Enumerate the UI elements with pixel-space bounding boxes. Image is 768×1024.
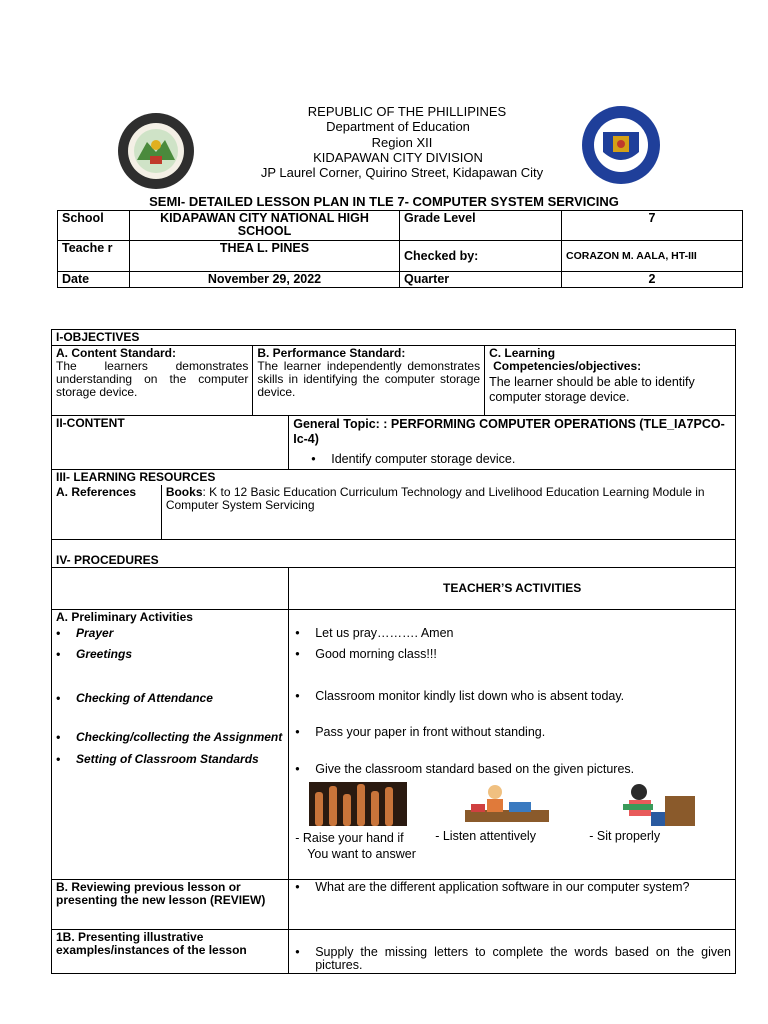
standards-activity-text: Give the classroom standard based on the given pictures. [315,761,635,776]
preliminary-label: A. Preliminary Activities [56,609,193,624]
competencies-label: Competencies/objectives: [493,359,642,373]
date-label: Date [58,272,130,288]
review-activity [295,881,731,894]
presenting-activity-cell [289,929,736,973]
grade-label: Grade Level [400,211,562,241]
procedures-blank-cell [52,567,289,609]
greetings-label: Greetings [76,646,133,661]
performance-standard-text: The learner independently demonstrates skills in identifying the computer storage device. [257,359,481,399]
attendance-activity [295,690,731,703]
standards-captions [295,830,731,862]
greetings-activity [295,648,731,661]
standards-item [56,751,284,767]
attendance-item [56,692,284,705]
learning-competencies-cell [485,346,736,416]
listening-student-picture [459,782,555,828]
raised-hands-picture [309,782,407,826]
date-value: November 29, 2022 [130,272,400,288]
presenting-label: 1B. Presenting illustrative examples/instances of the lesson [52,929,289,973]
assignment-activity [295,726,731,739]
caption-sit: - Sit properly [589,828,661,843]
assignment-activity-text: Pass your paper in front without standing. [315,724,546,739]
bullet-icon: • [311,452,316,466]
school-label: School [58,211,130,241]
bullet-icon: • [295,879,300,894]
review-activity-cell [289,879,736,929]
resources-heading: III- LEARNING RESOURCES [52,470,736,486]
prayer-item [56,627,284,640]
bullet-icon: • [295,688,300,703]
content-heading: II-CONTENT [52,416,289,470]
lesson-table [51,329,736,974]
header-republic: REPUBLIC OF THE PHILLIPINES [307,104,507,119]
bullet-icon: • [56,646,61,661]
performance-standard-label: B. Performance Standard: [257,346,406,360]
school-value: KIDAPAWAN CITY NATIONAL HIGH SCHOOL [130,211,400,241]
lesson-plan-title: SEMI- DETAILED LESSON PLAN IN TLE 7- COMPUTER SYSTEM SERVICING [149,194,619,209]
greetings-item [56,648,284,661]
content-standard-cell [52,346,253,416]
content-standard-text: The learners demonstrates understanding on the computer storage device. [56,359,249,399]
sitting-student-picture [605,782,701,828]
quarter-label: Quarter [400,272,562,288]
bullet-icon: • [56,729,61,744]
content-bullet-text: Identify computer storage device. [331,452,516,466]
teacher-activities-heading: TEACHER’S ACTIVITIES [289,567,736,609]
competencies-text: The learner should be able to identify computer storage device. [489,375,695,404]
objectives-heading: I-OBJECTIVES [52,330,736,346]
bullet-icon: • [295,761,300,776]
general-topic: General Topic: : PERFORMING COMPUTER OPERATIONS (TLE_IA7PCO-Ic-4) [293,417,725,446]
header-region: Region XII [371,135,433,150]
checked-value: CORAZON M. AALA, HT-III [562,241,743,272]
bullet-icon: • [295,724,300,739]
bullet-icon: • [56,625,61,640]
references-label: A. References [52,485,162,539]
bullet-icon: • [56,690,61,705]
attendance-activity-text: Classroom monitor kindly list down who is absent today. [315,688,625,703]
header-address: JP Laurel Corner, Quirino Street, Kidapawan City [260,165,544,180]
info-table [57,210,743,288]
caption-raise-hand: - Raise your hand if [295,830,404,845]
checked-label: Checked by: [400,241,562,272]
quarter-value: 2 [562,272,743,288]
caption-answer: You want to answer [307,846,416,861]
teacher-value: THEA L. PINES [130,241,400,272]
preliminary-activities-cell [289,609,736,879]
prayer-activity [295,627,731,640]
review-label: B. Reviewing previous lesson or presenting the new lesson (REVIEW) [52,879,289,929]
preliminary-labels-cell [52,609,289,879]
content-bullet [293,453,731,466]
caption-listen: - Listen attentively [435,828,536,843]
greetings-activity-text: Good morning class!!! [315,646,437,661]
references-cell [161,485,735,539]
books-text: : K to 12 Basic Education Curriculum Technology and Livelihood Education Learning Module in Computer System Servicing [165,485,705,512]
standards-label: Setting of Classroom Standards [76,751,259,766]
review-activity-text: What are the different application software in our computer system? [315,879,690,894]
header-division: KIDAPAWAN CITY DIVISION [313,150,483,165]
header-department: Department of Education [326,119,470,134]
presenting-activity-text: Supply the missing letters to complete the words based on the given pictures. [315,944,731,972]
prayer-label: Prayer [76,625,114,640]
assignment-item [56,729,284,745]
content-standard-label: A. Content Standard: [56,346,176,360]
performance-standard-cell [253,346,485,416]
content-topic-cell [289,416,736,470]
procedures-heading: IV- PROCEDURES [52,539,736,567]
standards-activity [295,763,731,776]
books-label: Books [165,485,203,499]
prayer-activity-text: Let us pray………. Amen [315,625,454,640]
standards-pictures [295,782,731,828]
attendance-label: Checking of Attendance [76,690,213,705]
bullet-icon: • [295,625,300,640]
presenting-activity [295,946,731,972]
bullet-icon: • [295,944,300,959]
bullet-icon: • [56,751,61,766]
bullet-icon: • [295,646,300,661]
grade-value: 7 [562,211,743,241]
teacher-label: Teache r [58,241,130,272]
learning-label: C. Learning [489,346,556,360]
assignment-label: Checking/collecting the Assignment [76,729,283,744]
